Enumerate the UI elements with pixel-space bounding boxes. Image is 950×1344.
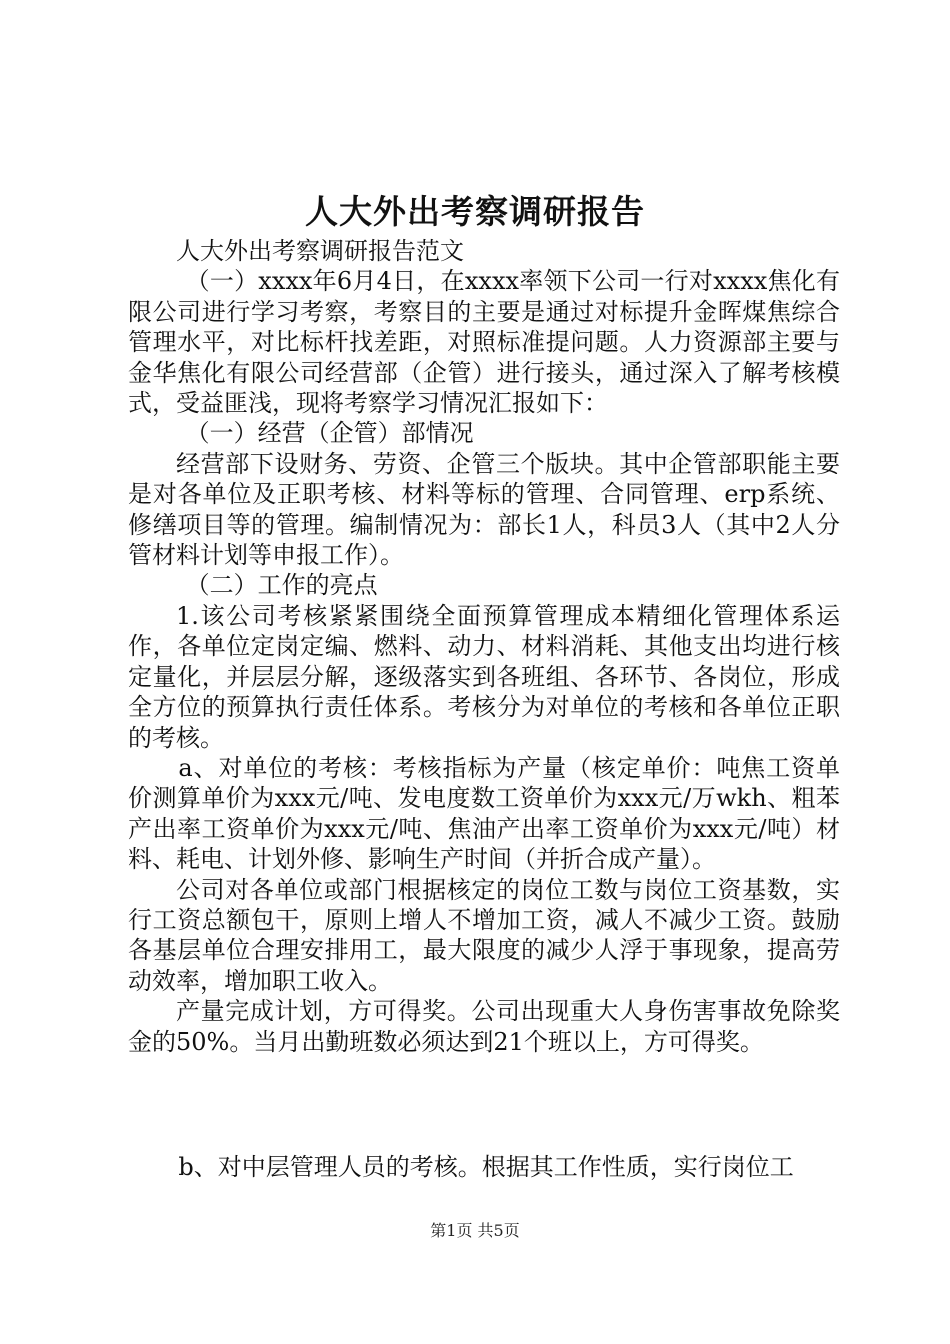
paragraph-middle-management: b、对中层管理人员的考核。根据其工作性质，实行岗位工: [178, 1153, 794, 1181]
paragraph-intro: （一）xxxx年6月4日，在xxxx率领下公司一行对xxxx焦化有限公司进行学习考察，考察目的主要是通过对标提升金晖煤焦综合管理水平，对比标杆找差距，对照标准提问题。人力资源部主要与金华焦化有限公司经营部（企管）进行接头，通过深入了解考核模式，受益匪浅，现将考察学习情况汇报如下：: [128, 267, 840, 418]
paragraph-unit-assessment: a、对单位的考核：考核指标为产量（核定单价：吨焦工资单价测算单价为xxx元/吨、发电度数工资单价为xxx元/万wkh、粗苯产出率工资单价为xxx元/吨、焦油产出率工资单价为xxx元/吨）材料、耗电、计划外修、影响生产时间（并折合成产量）。: [128, 753, 840, 874]
document-title: 人大外出考察调研报告: [305, 192, 645, 231]
document-body-continued: [128, 1152, 840, 1182]
paragraph-highlight-1: 1.该公司考核紧紧围绕全面预算管理成本精细化管理体系运作，各单位定岗定编、燃料、动力、材料消耗、其他支出均进行核定量化，并层层分解，逐级落实到各班组、各环节、各岗位，形成全方位的预算执行责任体系。考核分为对单位的考核和各单位正职的考核。: [128, 601, 840, 752]
paragraph-bonus: 产量完成计划，方可得奖。公司出现重大人身伤害事故免除奖金的50%。当月出勤班数必须达到21个班以上，方可得奖。: [128, 997, 840, 1056]
paragraph-wage-contract: 公司对各单位或部门根据核定的岗位工数与岗位工资基数，实行工资总额包干，原则上增人不增加工资，减人不减少工资。鼓励各基层单位合理安排用工，最大限度的减少人浮于事现象，提高劳动效率，增加职工收入。: [128, 875, 840, 995]
document-body: [128, 236, 840, 1057]
paragraph-subtitle: 人大外出考察调研报告范文: [176, 237, 464, 265]
section-heading-highlights: （二）工作的亮点: [185, 571, 378, 600]
paragraph-department: 经营部下设财务、劳资、企管三个版块。其中企管部职能主要是对各单位及正职考核、材料等标的管理、合同管理、erp系统、修缮项目等的管理。编制情况为：部长1人，科员3人（其中2人分管材料计划等申报工作）。: [128, 449, 840, 570]
page-footer: 第1页 共5页: [430, 1221, 520, 1240]
section-heading-department: （一）经营（企管）部情况: [185, 419, 474, 448]
